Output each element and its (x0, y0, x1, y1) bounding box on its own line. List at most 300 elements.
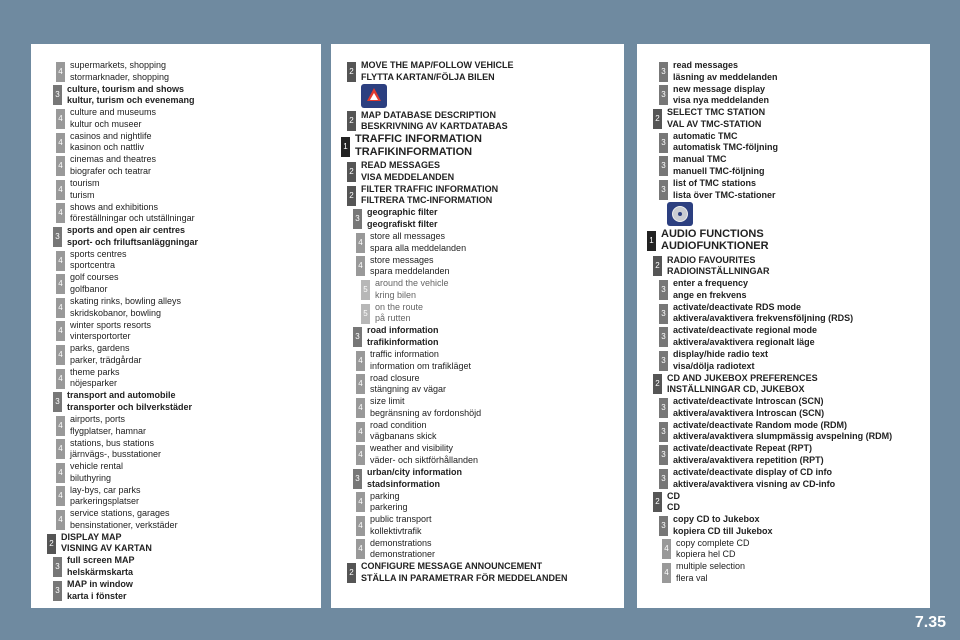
menu-item (637, 107, 930, 131)
swedish-label: information om trafikläget (370, 360, 472, 371)
menu-item-text (331, 491, 624, 514)
english-label: FILTER TRAFFIC INFORMATION (361, 183, 499, 194)
english-label: MAP in window (67, 579, 133, 590)
menu-item (31, 320, 321, 344)
swedish-label: TRAFIKINFORMATION (355, 145, 473, 158)
menu-item (637, 131, 930, 155)
menu-item-text (331, 60, 624, 83)
swedish-label: STÄLLA IN PARAMETRAR FÖR MEDDELANDEN (361, 572, 568, 583)
swedish-label: demonstrationer (370, 549, 436, 560)
level-badge: 4 (356, 233, 365, 253)
swedish-label: karta i fönster (67, 590, 127, 601)
menu-item (31, 202, 321, 226)
level-badge: 4 (56, 203, 65, 223)
menu-item (331, 467, 624, 491)
level-badge: 2 (347, 563, 356, 583)
level-badge: 4 (356, 492, 365, 512)
english-label: shows and exhibitions (70, 201, 159, 212)
menu-item (31, 390, 321, 414)
english-label: TRAFFIC INFORMATION (355, 133, 482, 146)
english-label: size limit (370, 396, 405, 407)
menu-item-text (637, 467, 930, 490)
level-badge: 5 (361, 304, 370, 324)
english-label: parks, gardens (70, 343, 130, 354)
menu-item-text (31, 202, 321, 225)
menu-item (637, 538, 930, 562)
level-badge: 3 (659, 180, 668, 200)
menu-list (331, 60, 624, 585)
swedish-label: CD (667, 502, 680, 513)
level-badge: 4 (56, 109, 65, 129)
menu-item-text (637, 107, 930, 130)
menu-item (637, 443, 930, 467)
swedish-label: skridskobanor, bowling (70, 307, 162, 318)
swedish-label: parker, trädgårdar (70, 354, 142, 365)
menu-item-text (331, 133, 624, 158)
level-badge: 3 (659, 422, 668, 442)
english-label: AUDIO FUNCTIONS (661, 227, 764, 240)
english-label: activate/deactivate display of CD info (673, 466, 833, 477)
level-badge: 2 (347, 62, 356, 82)
menu-item (331, 255, 624, 279)
swedish-label: golfbanor (70, 283, 108, 294)
swedish-label: transporter och bilverkstäder (67, 401, 193, 412)
english-label: service stations, garages (70, 508, 170, 519)
english-label: activate/deactivate regional mode (673, 325, 818, 336)
menu-item (31, 438, 321, 462)
swedish-label: flera val (676, 572, 708, 583)
level-badge: 2 (347, 162, 356, 182)
english-label: MAP DATABASE DESCRIPTION (361, 109, 497, 120)
menu-item (331, 184, 624, 208)
menu-item (637, 154, 930, 178)
english-label: automatic TMC (673, 130, 738, 141)
swedish-label: läsning av meddelanden (673, 71, 778, 82)
menu-item (31, 249, 321, 273)
english-label: parking (370, 490, 400, 501)
english-label: weather and visibility (370, 443, 454, 454)
english-label: skating rinks, bowling alleys (70, 295, 182, 306)
level-badge: 4 (356, 351, 365, 371)
menu-item (637, 396, 930, 420)
level-badge: 3 (53, 392, 62, 412)
menu-item-text (31, 320, 321, 343)
swedish-label: ange en frekvens (673, 289, 747, 300)
english-label: CD AND JUKEBOX PREFERENCES (667, 372, 818, 383)
menu-item-text (31, 84, 321, 107)
english-label: SELECT TMC STATION (667, 107, 766, 118)
menu-item-text (31, 178, 321, 201)
swedish-label: aktivera/avaktivera slumpmässig avspelning (RDM) (673, 431, 893, 442)
english-label: culture and museums (70, 107, 157, 118)
swedish-label: aktivera/avaktivera frekvensföljning (RDS) (673, 313, 854, 324)
swedish-label: geografiskt filter (367, 218, 438, 229)
menu-item-text (31, 579, 321, 602)
swedish-label: aktivera/avaktivera Introscan (SCN) (673, 407, 825, 418)
swedish-label: på rutten (375, 313, 411, 324)
swedish-label: stadsinformation (367, 478, 441, 489)
menu-item-text (331, 110, 624, 133)
menu-item-text (31, 154, 321, 177)
menu-item (31, 107, 321, 131)
menu-item-text (331, 207, 624, 230)
menu-item-text (637, 349, 930, 372)
english-label: lay-bys, car parks (70, 484, 141, 495)
level-badge: 4 (356, 422, 365, 442)
menu-item (331, 60, 624, 84)
swedish-label: VISA MEDDELANDEN (361, 171, 455, 182)
english-label: store messages (370, 254, 434, 265)
menu-item (331, 110, 624, 134)
level-badge: 4 (56, 62, 65, 82)
menu-item-text (637, 514, 930, 537)
english-label: activate/deactivate Introscan (SCN) (673, 396, 824, 407)
english-label: public transport (370, 514, 432, 525)
level-badge: 1 (647, 231, 656, 251)
menu-item (331, 561, 624, 585)
traffic-warning-icon (361, 84, 387, 108)
level-badge: 3 (659, 469, 668, 489)
english-label: on the route (375, 301, 424, 312)
english-label: new message display (673, 83, 766, 94)
level-badge: 4 (356, 445, 365, 465)
middle-column (331, 44, 624, 608)
english-label: CONFIGURE MESSAGE ANNOUNCEMENT (361, 561, 543, 572)
level-badge: 4 (56, 251, 65, 271)
swedish-label: stängning av vägar (370, 384, 447, 395)
menu-item (31, 225, 321, 249)
swedish-label: biluthyring (70, 472, 112, 483)
english-label: enter a frequency (673, 278, 749, 289)
english-label: winter sports resorts (70, 319, 152, 330)
english-label: sports centres (70, 248, 127, 259)
menu-item-text (31, 60, 321, 83)
menu-item (331, 278, 624, 302)
swedish-label: aktivera/avaktivera visning av CD-info (673, 478, 836, 489)
menu-item (637, 491, 930, 515)
swedish-label: begränsning av fordonshöjd (370, 407, 482, 418)
menu-item (31, 154, 321, 178)
level-badge: 3 (659, 133, 668, 153)
english-label: demonstrations (370, 537, 432, 548)
english-label: casinos and nightlife (70, 130, 152, 141)
menu-item (637, 420, 930, 444)
menu-item-text (331, 255, 624, 278)
level-badge: 3 (659, 62, 668, 82)
menu-item (31, 461, 321, 485)
english-label: copy CD to Jukebox (673, 514, 760, 525)
menu-item (637, 467, 930, 491)
level-badge: 3 (659, 280, 668, 300)
swedish-label: AUDIOFUNKTIONER (661, 240, 769, 253)
menu-item (637, 178, 930, 202)
level-badge: 4 (56, 180, 65, 200)
swedish-label: turism (70, 189, 95, 200)
swedish-label: stormarknader, shopping (70, 71, 170, 82)
menu-item (31, 414, 321, 438)
english-label: display/hide radio text (673, 348, 769, 359)
menu-item-text (331, 184, 624, 207)
menu-item-text (637, 278, 930, 301)
menu-item-text (331, 160, 624, 183)
english-label: urban/city information (367, 466, 463, 477)
level-badge: 4 (56, 298, 65, 318)
menu-item (637, 228, 930, 255)
menu-item-text (637, 325, 930, 348)
english-label: cinemas and theatres (70, 154, 157, 165)
english-label: around the vehicle (375, 278, 449, 289)
cd-audio-icon (667, 202, 693, 226)
menu-item (31, 555, 321, 579)
level-badge: 3 (353, 209, 362, 229)
menu-item-text (31, 107, 321, 130)
english-label: store all messages (370, 230, 446, 241)
menu-item-text (31, 438, 321, 461)
swedish-label: kopiera CD till Jukebox (673, 525, 773, 536)
menu-item-text (331, 443, 624, 466)
menu-item (31, 60, 321, 84)
english-label: full screen MAP (67, 555, 135, 566)
menu-item-text (31, 225, 321, 248)
level-badge: 2 (653, 374, 662, 394)
menu-list (31, 60, 321, 603)
menu-item (31, 579, 321, 603)
menu-item (331, 491, 624, 515)
swedish-label: vägbanans skick (370, 431, 437, 442)
swedish-label: kultur, turism och evenemang (67, 95, 195, 106)
menu-item-text (331, 373, 624, 396)
level-badge: 4 (356, 516, 365, 536)
menu-item-text (31, 367, 321, 390)
level-badge: 4 (56, 156, 65, 176)
swedish-label: flygplatser, hamnar (70, 425, 147, 436)
level-badge: 4 (356, 539, 365, 559)
level-badge: 3 (659, 156, 668, 176)
menu-item (331, 443, 624, 467)
level-badge: 3 (659, 351, 668, 371)
swedish-label: vintersportorter (70, 331, 131, 342)
menu-item (31, 508, 321, 532)
swedish-label: sport- och friluftsanläggningar (67, 236, 199, 247)
menu-item-text (637, 84, 930, 107)
level-badge: 4 (56, 274, 65, 294)
menu-item (31, 367, 321, 391)
right-column (637, 44, 930, 608)
menu-item (331, 396, 624, 420)
menu-item-text (637, 131, 930, 154)
level-badge: 4 (662, 539, 671, 559)
menu-item (331, 325, 624, 349)
menu-item (331, 207, 624, 231)
level-badge: 3 (659, 85, 668, 105)
menu-item-text (637, 302, 930, 325)
menu-item-text (637, 420, 930, 443)
level-badge: 1 (341, 137, 350, 157)
menu-item (31, 178, 321, 202)
swedish-label: nöjesparker (70, 378, 118, 389)
level-badge: 4 (356, 398, 365, 418)
menu-item-text (331, 467, 624, 490)
swedish-label: trafikinformation (367, 336, 439, 347)
swedish-label: sportcentra (70, 260, 116, 271)
english-label: sports and open air centres (67, 225, 186, 236)
menu-item-text (637, 443, 930, 466)
menu-item-text (637, 561, 930, 584)
level-badge: 3 (53, 557, 62, 577)
swedish-label: parkering (370, 502, 408, 513)
swedish-label: helskärmskarta (67, 567, 134, 578)
menu-item (331, 231, 624, 255)
level-badge: 4 (56, 369, 65, 389)
menu-item (637, 514, 930, 538)
menu-item-text (31, 131, 321, 154)
english-label: transport and automobile (67, 390, 176, 401)
level-badge: 4 (662, 563, 671, 583)
menu-item-text (637, 538, 930, 561)
menu-item-text (331, 278, 624, 301)
menu-item-text (31, 532, 321, 555)
menu-item-text (637, 60, 930, 83)
swedish-label: aktivera/avaktivera regionalt läge (673, 336, 815, 347)
swedish-label: kasinon och nattliv (70, 142, 145, 153)
menu-item-text (331, 325, 624, 348)
menu-item (637, 325, 930, 349)
menu-item (637, 84, 930, 108)
level-badge: 2 (653, 109, 662, 129)
menu-item-text (31, 461, 321, 484)
menu-item (331, 538, 624, 562)
level-badge: 2 (653, 492, 662, 512)
level-badge: 3 (353, 469, 362, 489)
menu-item-text (637, 178, 930, 201)
level-badge: 3 (53, 581, 62, 601)
swedish-label: FLYTTA KARTAN/FÖLJA BILEN (361, 71, 495, 82)
swedish-label: VISNING AV KARTAN (61, 543, 152, 554)
menu-item-text (637, 255, 930, 278)
level-badge: 2 (653, 256, 662, 276)
menu-item-text (331, 302, 624, 325)
english-label: list of TMC stations (673, 177, 756, 188)
english-label: READ MESSAGES (361, 160, 441, 171)
menu-item (31, 296, 321, 320)
swedish-label: visa/dölja radiotext (673, 360, 755, 371)
swedish-label: föreställningar och utställningar (70, 213, 195, 224)
menu-item (637, 373, 930, 397)
menu-item (637, 561, 930, 585)
swedish-label: spara alla meddelanden (370, 242, 467, 253)
swedish-label: kollektivtrafik (370, 525, 422, 536)
menu-item-text (31, 414, 321, 437)
menu-item (31, 532, 321, 556)
level-badge: 4 (56, 133, 65, 153)
english-label: vehicle rental (70, 461, 124, 472)
page-number: 7.35 (914, 614, 946, 631)
level-badge: 4 (356, 256, 365, 276)
english-label: multiple selection (676, 561, 746, 572)
menu-item (637, 349, 930, 373)
swedish-label: järnvägs-, busstationer (70, 449, 162, 460)
swedish-label: kultur och museer (70, 118, 142, 129)
menu-item-text (637, 373, 930, 396)
english-label: CD (667, 490, 680, 501)
english-label: activate/deactivate RDS mode (673, 301, 802, 312)
swedish-label: lista över TMC-stationer (673, 189, 776, 200)
swedish-label: väder- och siktförhållanden (370, 454, 479, 465)
menu-item-text (331, 349, 624, 372)
menu-item-text (31, 296, 321, 319)
swedish-label: RADIOINSTÄLLNINGAR (667, 266, 770, 277)
menu-item-text (331, 396, 624, 419)
level-badge: 3 (659, 398, 668, 418)
menu-item (331, 133, 624, 160)
english-label: theme parks (70, 366, 120, 377)
menu-item (637, 255, 930, 279)
level-badge: 4 (56, 416, 65, 436)
english-label: traffic information (370, 348, 439, 359)
english-label: tourism (70, 177, 100, 188)
level-badge: 3 (659, 304, 668, 324)
level-badge: 3 (659, 327, 668, 347)
swedish-label: manuell TMC-följning (673, 165, 765, 176)
menu-item-text (31, 508, 321, 531)
level-badge: 4 (56, 463, 65, 483)
menu-item (637, 302, 930, 326)
menu-item (331, 420, 624, 444)
english-label: supermarkets, shopping (70, 60, 167, 70)
menu-item-text (331, 561, 624, 584)
swedish-label: kring bilen (375, 289, 417, 300)
menu-item (637, 278, 930, 302)
swedish-label: VAL AV TMC-STATION (667, 118, 762, 129)
level-badge: 2 (347, 111, 356, 131)
menu-item-text (331, 514, 624, 537)
english-label: DISPLAY MAP (61, 531, 122, 542)
english-label: airports, ports (70, 413, 126, 424)
menu-item (331, 514, 624, 538)
menu-item-text (31, 343, 321, 366)
english-label: MOVE THE MAP/FOLLOW VEHICLE (361, 60, 514, 70)
english-label: geographic filter (367, 207, 438, 218)
menu-item-text (331, 538, 624, 561)
level-badge: 2 (347, 186, 356, 206)
swedish-label: biografer och teatrar (70, 165, 152, 176)
menu-item-text (331, 231, 624, 254)
menu-item-text (331, 420, 624, 443)
swedish-label: aktivera/avaktivera repetition (RPT) (673, 454, 824, 465)
menu-item-text (31, 249, 321, 272)
menu-item (331, 160, 624, 184)
menu-item (31, 272, 321, 296)
menu-item-text (31, 555, 321, 578)
swedish-label: INSTÄLLNINGAR CD, JUKEBOX (667, 384, 805, 395)
menu-item (31, 343, 321, 367)
level-badge: 4 (56, 345, 65, 365)
level-badge: 4 (56, 439, 65, 459)
english-label: RADIO FAVOURITES (667, 254, 756, 265)
swedish-label: spara meddelanden (370, 266, 450, 277)
level-badge: 2 (47, 534, 56, 554)
swedish-label: parkeringsplatser (70, 496, 140, 507)
english-label: activate/deactivate Random mode (RDM) (673, 419, 848, 430)
level-badge: 3 (659, 516, 668, 536)
level-badge: 4 (356, 374, 365, 394)
english-label: copy complete CD (676, 537, 750, 548)
english-label: activate/deactivate Repeat (RPT) (673, 443, 813, 454)
swedish-label: visa nya meddelanden (673, 95, 770, 106)
level-badge: 5 (361, 280, 370, 300)
menu-item-text (637, 491, 930, 514)
left-column (31, 44, 321, 608)
